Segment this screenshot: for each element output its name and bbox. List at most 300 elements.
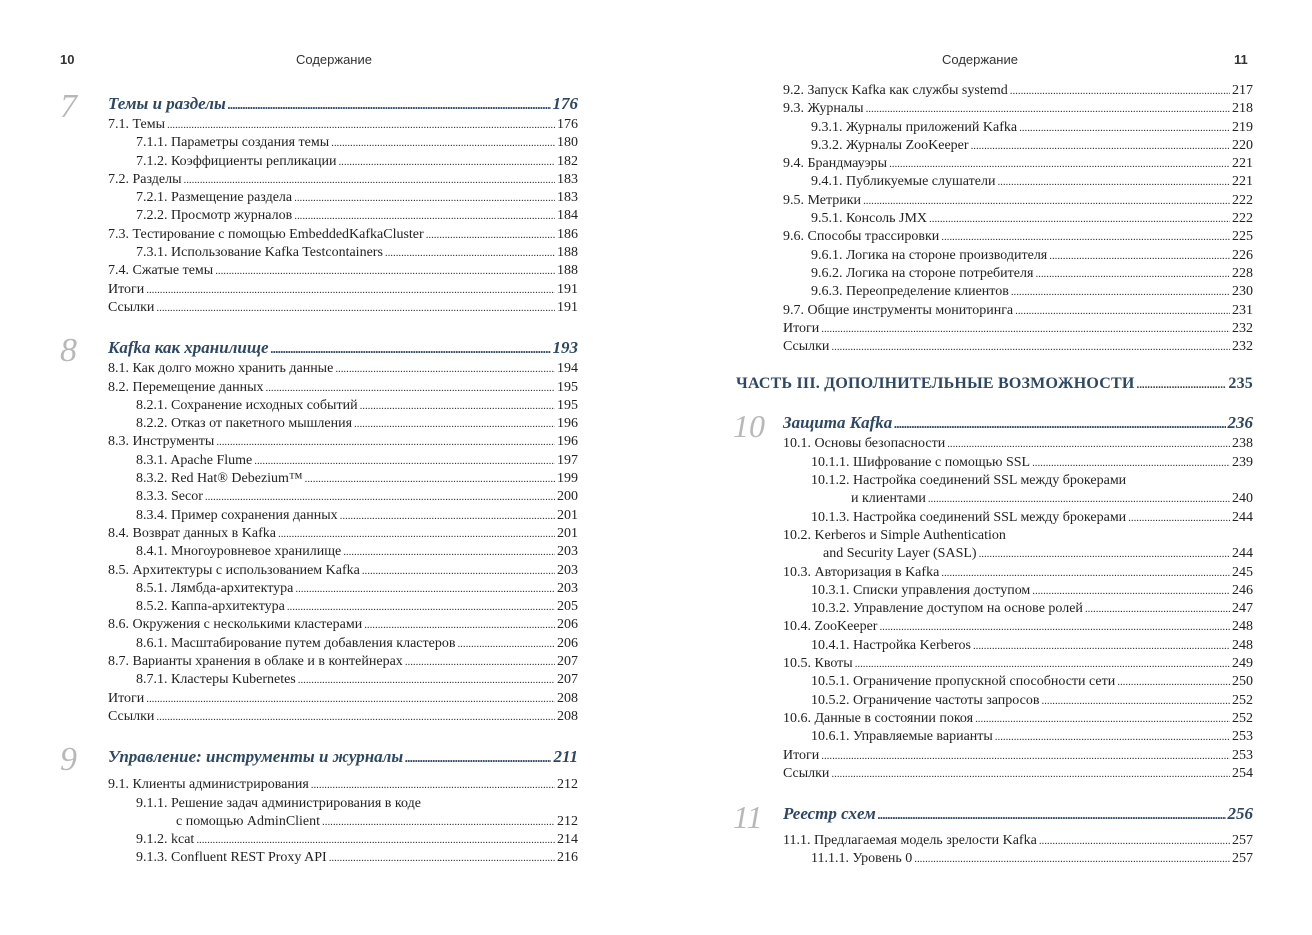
toc-entry — [783, 283, 1253, 301]
toc-entry — [108, 690, 578, 708]
toc-page-number: 183 — [557, 190, 578, 206]
toc-dot-leader — [354, 415, 555, 433]
toc-page-number: 222 — [1232, 192, 1253, 208]
toc-page-number: 245 — [1232, 564, 1253, 580]
toc-dot-leader — [335, 360, 555, 378]
toc-page-number: 238 — [1232, 436, 1253, 452]
toc-entry-text: 9.4. Брандмауэры — [783, 156, 888, 172]
toc-page-number: 206 — [557, 635, 578, 651]
toc-entry — [783, 320, 1253, 338]
toc-entry-text: Ссылки — [108, 299, 155, 315]
toc-entry — [783, 747, 1253, 765]
toc-entry — [108, 360, 578, 378]
toc-entry-text: Итоги — [783, 747, 820, 763]
toc-entry-text: ЧАСТЬ III. ДОПОЛНИТЕЛЬНЫЕ ВОЗМОЖНОСТИ — [736, 375, 1135, 393]
toc-entry-text: 10.1.2. Настройка соединений SSL между брокерами — [811, 473, 1127, 489]
toc-dot-leader — [340, 507, 555, 525]
toc-entry — [783, 119, 1253, 137]
toc-page-number: 176 — [552, 94, 578, 113]
toc-entry-text: 9.6.3. Переопределение клиентов — [811, 284, 1009, 300]
spacer — [783, 356, 1253, 373]
toc-entry-text: 9.1.2. kcat — [136, 832, 195, 848]
toc-entry-text: 8.3.3. Secor — [136, 489, 203, 505]
right-page — [656, 0, 1312, 935]
toc-dot-leader — [156, 299, 555, 317]
toc-dot-leader — [1019, 119, 1230, 137]
toc-entry-text: 9.2. Запуск Kafka как службы systemd — [783, 83, 1008, 98]
toc-entry — [108, 708, 578, 726]
toc-entry — [108, 244, 578, 262]
toc-page-number: 184 — [557, 208, 578, 224]
toc-entry-text: 8.1. Как долго можно хранить данные — [108, 361, 334, 377]
toc-page-number: 188 — [557, 245, 578, 261]
toc-entry-text: 8.5. Архитектуры с использованием Kafka — [108, 562, 360, 578]
toc-entry — [783, 82, 1253, 100]
toc-page-number: 182 — [557, 153, 578, 169]
toc-entry-text: 7.1.2. Коэффициенты репликации — [136, 153, 337, 169]
toc-dot-leader — [947, 435, 1230, 453]
toc-dot-leader — [196, 831, 555, 849]
toc-entry — [783, 435, 1253, 453]
toc-page-number: 252 — [1232, 692, 1253, 708]
toc-dot-leader — [1117, 673, 1230, 691]
toc-entry — [783, 454, 1253, 472]
toc-page-number: 236 — [1227, 413, 1253, 433]
toc-entry-text: Управление: инструменты и журналы — [108, 747, 404, 767]
toc-entry-text: 8.2. Перемещение данных — [108, 379, 264, 395]
toc-entry — [108, 562, 578, 580]
toc-dot-leader — [1137, 373, 1227, 396]
toc-entry — [108, 262, 578, 280]
toc-entry — [783, 137, 1253, 155]
toc-page-number: 247 — [1232, 601, 1253, 617]
toc-page-number: 217 — [1232, 83, 1253, 98]
toc-dot-leader — [228, 93, 551, 116]
toc-entry-text: 11.1. Предлагаемая модель зрелости Kafka — [783, 833, 1037, 849]
toc-entry-text: 7.3.1. Использование Kafka Testcontainers — [136, 245, 383, 261]
toc-page-number: 195 — [557, 379, 578, 395]
toc-entry-text: 8.2.1. Сохранение исходных событий — [136, 397, 358, 413]
toc-entry-text: 10.1. Основы безопасности — [783, 436, 946, 452]
toc-entry — [783, 509, 1253, 527]
toc-chapter — [60, 88, 578, 317]
toc-dot-leader — [863, 192, 1230, 210]
toc-dot-leader — [941, 228, 1230, 246]
toc-page-number: 203 — [557, 580, 578, 596]
toc-entry — [783, 850, 1253, 868]
toc-entry-text: Ссылки — [783, 339, 830, 355]
toc-dot-leader — [831, 765, 1230, 783]
toc-chapter — [60, 741, 578, 867]
toc-dot-leader — [855, 655, 1230, 673]
toc-entry-text: 8.7.1. Кластеры Kubernetes — [136, 672, 296, 688]
toc-entry-text: 10.5. Квоты — [783, 656, 853, 672]
toc-entry-text: 7.2.1. Размещение раздела — [136, 190, 293, 206]
toc-entry — [108, 171, 578, 189]
toc-page-number: 228 — [1232, 265, 1253, 281]
toc-page-number: 193 — [552, 338, 578, 358]
toc-entry — [108, 207, 578, 225]
toc-entry-text: 9.3. Журналы — [783, 101, 864, 117]
toc-dot-leader — [928, 490, 1230, 508]
toc-dot-leader — [894, 412, 1225, 435]
toc-page-number: 252 — [1232, 710, 1253, 726]
toc-entry — [108, 635, 578, 653]
toc-entry — [783, 155, 1253, 173]
toc-entry-text: 8.3.1. Apache Flume — [136, 452, 253, 468]
toc-entry — [783, 582, 1253, 600]
toc-dot-leader — [329, 849, 555, 867]
toc-page-number: 214 — [557, 832, 578, 848]
toc-entry — [783, 765, 1253, 783]
toc-dot-leader — [294, 207, 555, 225]
toc-page-number: 196 — [557, 416, 578, 432]
toc-page-number: 201 — [557, 507, 578, 523]
toc-entry — [108, 415, 578, 433]
toc-entry — [783, 832, 1253, 850]
toc-page-number: 257 — [1232, 833, 1253, 849]
spacer — [108, 0, 578, 93]
toc-dot-leader — [866, 100, 1230, 118]
toc-entry — [783, 564, 1253, 582]
toc-entry-text: Итоги — [108, 690, 145, 706]
toc-entry — [783, 100, 1253, 118]
toc-dot-leader — [294, 189, 555, 207]
toc-entry-text: 10.6. Данные в состоянии покоя — [783, 710, 974, 726]
toc-dot-leader — [979, 545, 1230, 563]
toc-page-number: 248 — [1232, 619, 1253, 635]
toc-entry-text: and Security Layer (SASL) — [823, 546, 977, 562]
toc-entry-text: 9.4.1. Публикуемые слушатели — [811, 174, 996, 190]
toc-entry-text: 10.2. Kerberos и Simple Authentication — [783, 527, 1006, 543]
toc-page-number: 203 — [557, 544, 578, 560]
toc-entry — [108, 299, 578, 317]
toc-page-number: 191 — [557, 299, 578, 315]
toc-dot-leader — [821, 747, 1230, 765]
toc-dot-leader — [278, 525, 555, 543]
toc-entry-text: 9.3.2. Журналы ZooKeeper — [811, 137, 969, 153]
toc-entry-text: Итоги — [783, 320, 820, 336]
toc-dot-leader — [1049, 247, 1230, 265]
toc-entry — [108, 153, 578, 171]
toc-dot-leader — [184, 171, 555, 189]
toc-page-number: 253 — [1232, 729, 1253, 745]
toc-entry — [783, 173, 1253, 191]
chapter-title — [783, 412, 1253, 435]
toc-entry — [783, 338, 1253, 356]
toc-entry-text: Kafka как хранилище — [108, 338, 269, 358]
toc-dot-leader — [971, 137, 1230, 155]
toc-page-number: 253 — [1232, 747, 1253, 763]
toc-dot-leader — [1035, 265, 1230, 283]
toc-dot-leader — [343, 543, 555, 561]
toc-page-number: 194 — [557, 361, 578, 377]
toc-entry-text: 9.6.2. Логика на стороне потребителя — [811, 265, 1034, 281]
toc-dot-leader — [997, 173, 1230, 191]
toc-entry-text: 11.1.1. Уровень 0 — [811, 851, 913, 867]
toc-entry — [108, 831, 578, 849]
toc-dot-leader — [1039, 832, 1230, 850]
toc-page-number: 212 — [557, 813, 578, 829]
toc-page-number: 188 — [557, 263, 578, 279]
toc-entry-text: 9.6.1. Логика на стороне производителя — [811, 247, 1048, 263]
toc-dot-leader — [295, 580, 555, 598]
toc-dot-leader — [941, 564, 1230, 582]
toc-entry-text: 8.4. Возврат данных в Kafka — [108, 525, 276, 541]
chapter-number: 8 — [60, 332, 77, 370]
spacer — [108, 726, 578, 746]
toc-dot-leader — [889, 155, 1230, 173]
toc-page-number: 225 — [1232, 229, 1253, 245]
toc-page-number: 249 — [1232, 656, 1253, 672]
toc-entry-text: 8.4.1. Многоуровневое хранилище — [136, 544, 342, 560]
spacer — [108, 769, 578, 776]
chapter-title — [783, 803, 1253, 826]
toc-dot-leader — [1085, 600, 1230, 618]
toc-page-number: 211 — [553, 747, 578, 767]
toc-page-number: 200 — [557, 489, 578, 505]
toc-entry-text: 10.3. Авторизация в Kafka — [783, 564, 940, 580]
toc-page-number: 218 — [1232, 101, 1253, 117]
toc-entry — [108, 189, 578, 207]
toc-entry-text: Ссылки — [783, 765, 830, 781]
toc-entry-text: с помощью AdminClient — [176, 813, 321, 829]
chapter-number: 7 — [60, 88, 77, 125]
toc-right — [733, 0, 1253, 869]
toc-page-number: 232 — [1232, 320, 1253, 336]
toc-entry — [108, 281, 578, 299]
toc-entry — [108, 849, 578, 867]
toc-entry — [108, 134, 578, 152]
toc-entry — [108, 452, 578, 470]
toc-entry — [108, 776, 578, 794]
chapter-number: 10 — [733, 408, 765, 445]
toc-dot-leader — [266, 379, 555, 397]
toc-page-number: 230 — [1232, 284, 1253, 300]
toc-dot-leader — [914, 850, 1230, 868]
toc-dot-leader — [298, 671, 555, 689]
toc-dot-leader — [146, 690, 555, 708]
toc-page-number: 203 — [557, 562, 578, 578]
toc-dot-leader — [287, 598, 555, 616]
toc-dot-leader — [878, 803, 1226, 826]
toc-entry — [108, 653, 578, 671]
toc-entry-text: 10.5.1. Ограничение пропускной способности сети — [811, 674, 1116, 690]
toc-entry-text: 10.5.2. Ограничение частоты запросов — [811, 692, 1040, 708]
toc-entry-text: Итоги — [108, 281, 145, 297]
toc-entry-text: Темы и разделы — [108, 94, 226, 113]
toc-page-number: 208 — [557, 690, 578, 706]
toc-page-number: 199 — [557, 471, 578, 487]
toc-entry-text: 10.4.1. Настройка Kerberos — [811, 637, 971, 653]
toc-entry-text: 8.3.4. Пример сохранения данных — [136, 507, 338, 523]
toc-page-number: 207 — [557, 654, 578, 670]
toc-entry-text: 7.4. Сжатые темы — [108, 263, 214, 279]
toc-dot-leader — [360, 397, 555, 415]
toc-entry — [108, 616, 578, 634]
toc-page-number: 239 — [1232, 454, 1253, 470]
toc-dot-leader — [156, 708, 555, 726]
toc-dot-leader — [457, 635, 555, 653]
toc-dot-leader — [1032, 454, 1230, 472]
toc-entry — [108, 226, 578, 244]
toc-entry-text: 9.6. Способы трассировки — [783, 229, 940, 245]
spacer — [783, 0, 1253, 82]
toc-dot-leader — [146, 281, 555, 299]
toc-entry-text: 10.3.2. Управление доступом на основе ролей — [811, 601, 1083, 617]
toc-page-number: 191 — [557, 281, 578, 297]
running-header: Содержание — [942, 52, 1018, 67]
toc-entry — [783, 545, 1253, 563]
toc-entry-text: 8.2.2. Отказ от пакетного мышления — [136, 416, 353, 432]
toc-dot-leader — [331, 134, 555, 152]
toc-entry — [783, 673, 1253, 691]
toc-entry-text: 7.1. Темы — [108, 117, 165, 132]
toc-entry — [783, 247, 1253, 265]
toc-entry-text: 10.3.1. Списки управления доступом — [811, 582, 1031, 598]
chapter-title — [108, 337, 578, 360]
toc-page-number: 176 — [557, 117, 578, 132]
toc-entry-text: 7.2.2. Просмотр журналов — [136, 208, 293, 224]
toc-entry — [783, 600, 1253, 618]
toc-dot-leader — [1010, 82, 1230, 100]
toc-entry-text: 10.6.1. Управляемые варианты — [811, 729, 993, 745]
toc-entry — [108, 433, 578, 451]
toc-chapter — [733, 408, 1253, 783]
toc-entry-text: 8.5.1. Лямбда-архитектура — [136, 580, 294, 596]
toc-dot-leader — [215, 262, 555, 280]
toc-entry — [783, 228, 1253, 246]
toc-page-number: 232 — [1232, 339, 1253, 355]
part-heading — [736, 373, 1253, 396]
chapter-number: 9 — [60, 741, 77, 779]
toc-dot-leader — [973, 637, 1230, 655]
toc-dot-leader — [879, 618, 1230, 636]
toc-entry-text: 8.3.2. Red Hat® Debezium™ — [136, 471, 303, 487]
toc-entry — [108, 379, 578, 397]
toc-entry — [108, 525, 578, 543]
toc-entry — [108, 470, 578, 488]
toc-entry-text: Реестр схем — [783, 804, 876, 824]
toc-page-number: 205 — [557, 599, 578, 615]
toc-entry — [108, 671, 578, 689]
toc-entry-text: Защита Kafka — [783, 413, 893, 433]
toc-entry — [108, 507, 578, 525]
toc-entry-text: 8.7. Варианты хранения в облаке и в контейнерах — [108, 654, 403, 670]
toc-dot-leader — [271, 337, 551, 360]
toc-entry-text: 9.1.3. Confluent REST Proxy API — [136, 850, 327, 866]
toc-page-number: 231 — [1232, 302, 1253, 318]
toc-entry-text: 8.6. Окружения с несколькими кластерами — [108, 617, 363, 633]
toc-dot-leader — [405, 653, 555, 671]
toc-entry-text: 7.2. Разделы — [108, 171, 182, 187]
toc-dot-leader — [311, 776, 555, 794]
toc-entry — [783, 302, 1253, 320]
toc-entry-text: 10.4. ZooKeeper — [783, 619, 878, 635]
toc-entry-text: 9.3.1. Журналы приложений Kafka — [811, 119, 1018, 135]
toc-dot-leader — [254, 452, 555, 470]
toc-dot-leader — [821, 320, 1230, 338]
toc-entry — [783, 618, 1253, 636]
toc-entry-text: 9.5. Метрики — [783, 192, 862, 208]
toc-dot-leader — [1128, 509, 1230, 527]
toc-page-number: 244 — [1232, 546, 1253, 562]
toc-page-number: 196 — [557, 434, 578, 450]
toc-dot-leader — [205, 488, 555, 506]
toc-page-number: 220 — [1232, 137, 1253, 153]
toc-dot-leader — [995, 728, 1230, 746]
toc-dot-leader — [338, 153, 555, 171]
spacer — [108, 317, 578, 337]
toc-dot-leader — [216, 433, 555, 451]
toc-entry — [783, 490, 1253, 508]
toc-page-number: 222 — [1232, 211, 1253, 227]
spacer — [783, 783, 1253, 803]
page-number: 11 — [1234, 52, 1248, 67]
toc-dot-leader — [831, 338, 1230, 356]
toc-dot-leader — [385, 244, 555, 262]
toc-page-number: 208 — [557, 708, 578, 724]
toc-dot-leader — [305, 470, 555, 488]
chapter-title — [108, 93, 578, 116]
toc-entry — [108, 543, 578, 561]
toc-page-number: 221 — [1232, 156, 1253, 172]
toc-page-number: 246 — [1232, 582, 1253, 598]
toc-entry-text: 7.3. Тестирование с помощью EmbeddedKafkaCluster — [108, 226, 424, 242]
toc-entry — [783, 210, 1253, 228]
toc-entry — [108, 488, 578, 506]
toc-dot-leader — [362, 562, 555, 580]
toc-entry — [783, 728, 1253, 746]
toc-entry — [783, 655, 1253, 673]
toc-page-number: 248 — [1232, 637, 1253, 653]
toc-page-number: 195 — [557, 397, 578, 413]
toc-dot-leader — [1032, 582, 1230, 600]
toc-entry-text: 7.1.1. Параметры создания темы — [136, 135, 330, 151]
toc-dot-leader — [1011, 283, 1230, 301]
toc-entry — [108, 813, 578, 831]
toc-page-number: 240 — [1232, 491, 1253, 507]
running-header: Содержание — [296, 52, 372, 67]
toc-entry — [783, 710, 1253, 728]
toc-page-number: 186 — [557, 226, 578, 242]
toc-page-number: 250 — [1232, 674, 1253, 690]
toc-entry-text: и клиентами — [851, 491, 926, 507]
toc-page-number: 180 — [557, 135, 578, 151]
toc-page-number: 226 — [1232, 247, 1253, 263]
toc-chapter — [733, 799, 1253, 869]
toc-entry — [783, 192, 1253, 210]
toc-dot-leader — [167, 116, 555, 134]
toc-entry-text: 9.1.1. Решение задач администрирования в коде — [136, 795, 421, 811]
toc-page-number: 197 — [557, 452, 578, 468]
toc-page-number: 183 — [557, 171, 578, 187]
page-number: 10 — [60, 52, 75, 67]
toc-entry-text: 10.1.3. Настройка соединений SSL между брокерами — [811, 509, 1127, 525]
toc-dot-leader — [1041, 692, 1230, 710]
toc-page-number: 256 — [1227, 804, 1253, 824]
toc-page-number: 207 — [557, 672, 578, 688]
toc-dot-leader — [1015, 302, 1230, 320]
toc-entry-text: 8.3. Инструменты — [108, 434, 215, 450]
toc-page-number: 257 — [1232, 851, 1253, 867]
toc-entry-text: Ссылки — [108, 708, 155, 724]
toc-page-number: 235 — [1228, 375, 1253, 393]
toc-entry-text: 9.1. Клиенты администрирования — [108, 777, 309, 793]
toc-entry-text: 8.6.1. Масштабирование путем добавления кластеров — [136, 635, 456, 651]
toc-entry-text: 9.7. Общие инструменты мониторинга — [783, 302, 1014, 318]
toc-entry-text: 10.1.1. Шифрование с помощью SSL — [811, 454, 1031, 470]
